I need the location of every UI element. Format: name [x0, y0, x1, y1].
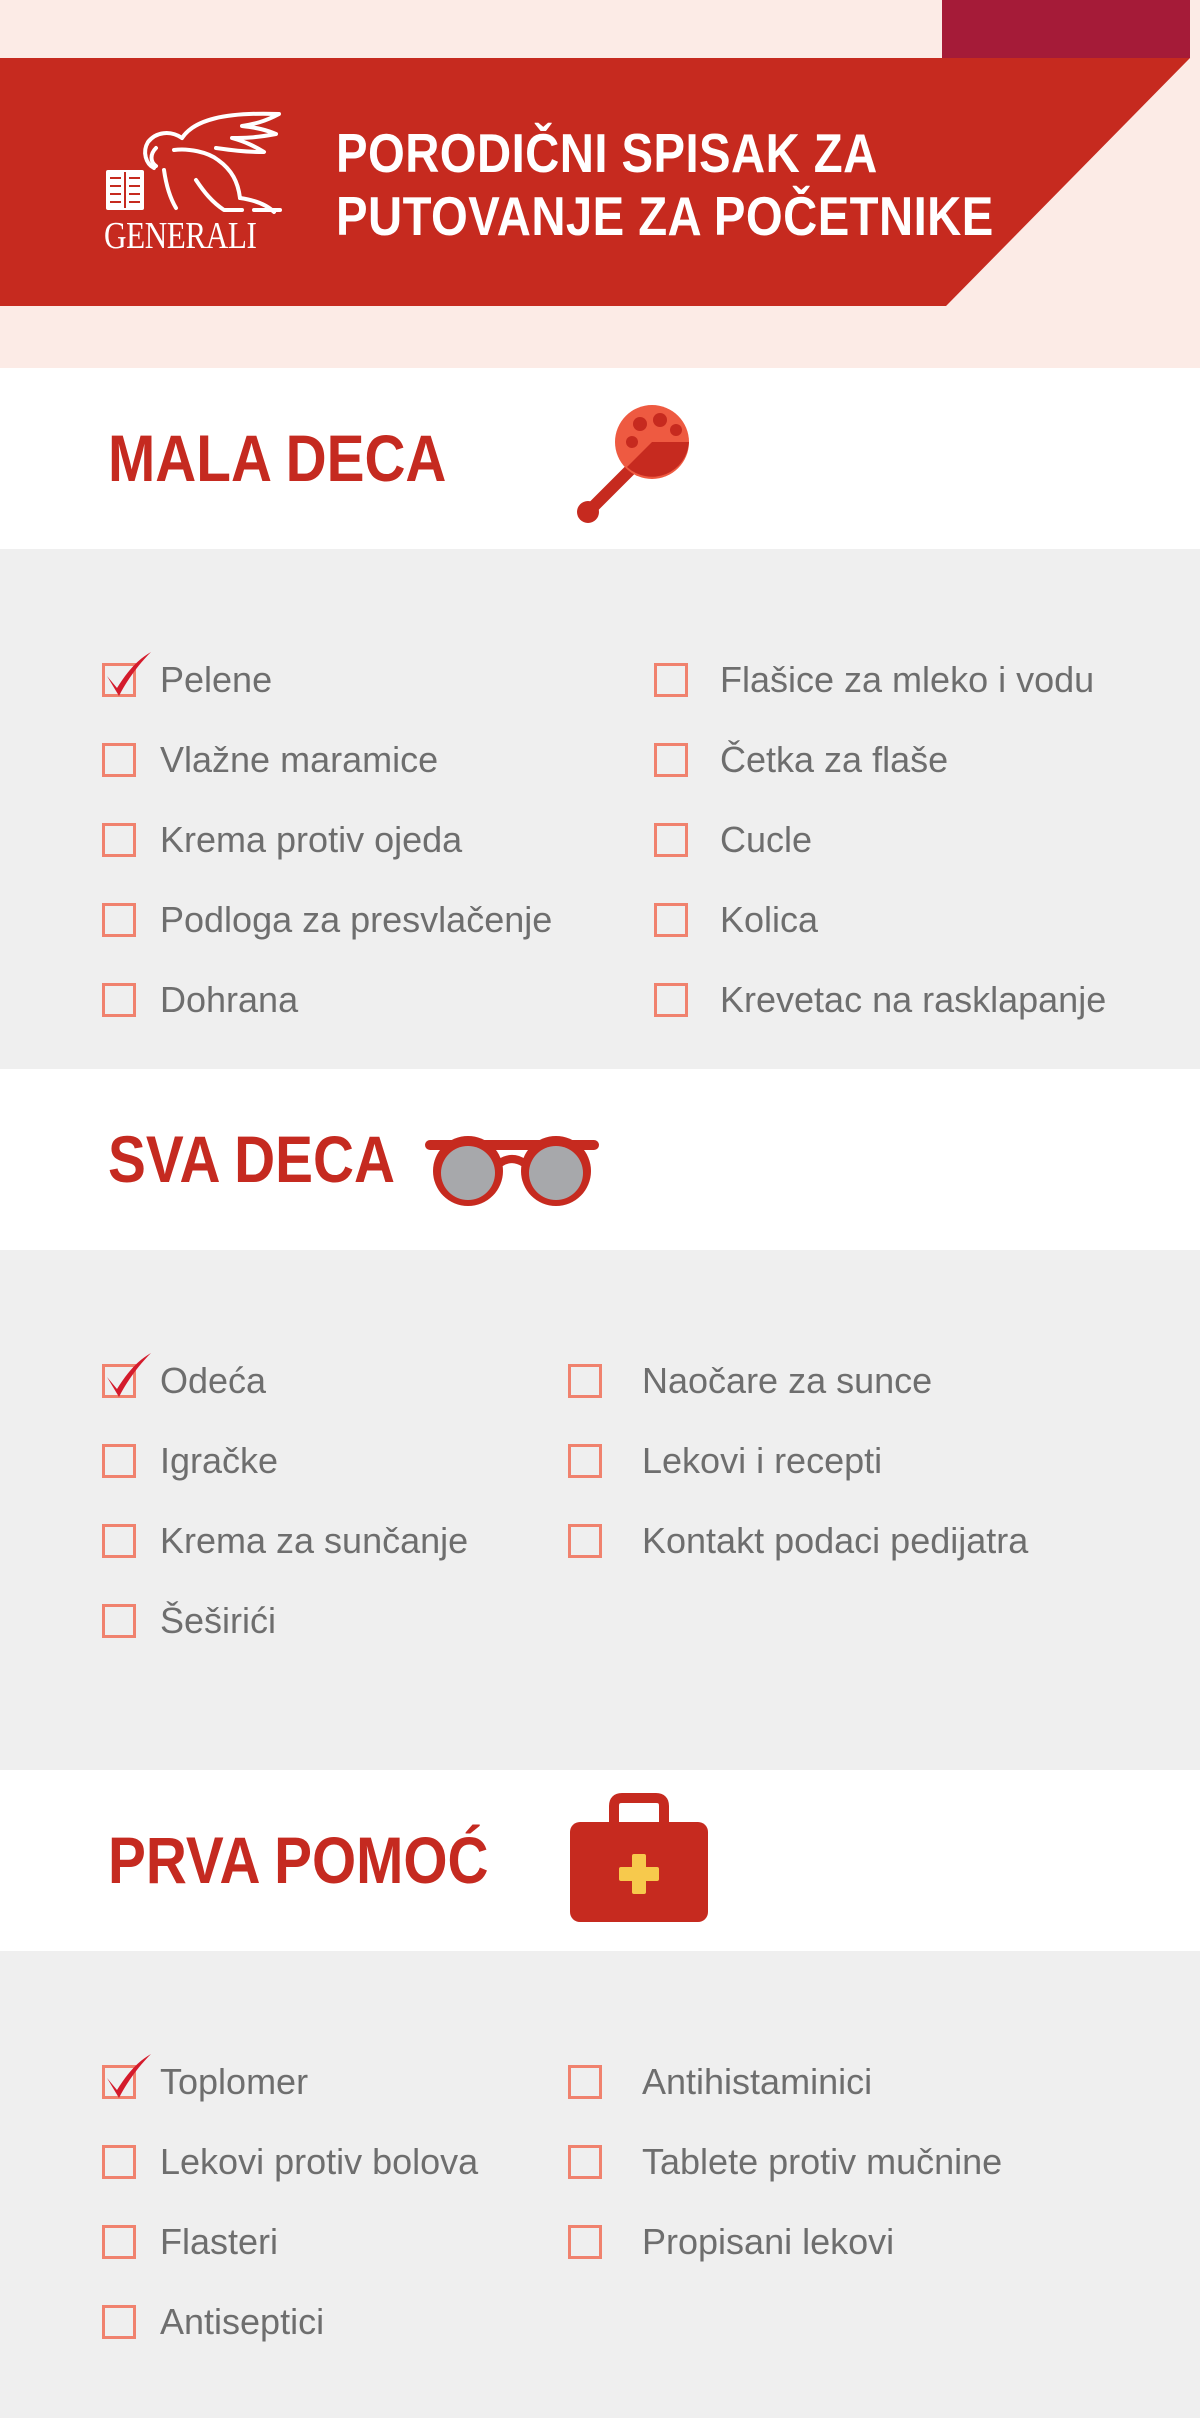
checklist-item[interactable] [654, 816, 812, 864]
checkbox[interactable] [102, 743, 136, 777]
checklist-item[interactable] [102, 656, 272, 704]
checkbox[interactable] [102, 1364, 136, 1398]
checkbox[interactable] [568, 1524, 602, 1558]
checklist-item[interactable] [654, 896, 818, 944]
checklist-item-label: Toplomer [160, 2061, 309, 2102]
section-header-mala-deca [0, 368, 1200, 549]
checklist-item-label: Četka za flaše [720, 739, 949, 780]
section-title: MALA DECA [108, 421, 447, 495]
checklist-item-label: Odeća [160, 1360, 267, 1401]
checkbox[interactable] [102, 2225, 136, 2259]
page-title-line-1: PORODIČNI SPISAK ZA [336, 122, 878, 184]
checkbox[interactable] [102, 1444, 136, 1478]
checkbox[interactable] [654, 903, 688, 937]
checklist-item-label: Cucle [720, 819, 813, 860]
checklist-item[interactable] [102, 736, 438, 784]
checklist-item[interactable] [102, 1597, 276, 1645]
section-list-mala-deca [0, 549, 1200, 1069]
checkbox[interactable] [102, 2145, 136, 2179]
section-title: SVA DECA [108, 1122, 395, 1196]
checklist-item[interactable] [568, 1437, 882, 1485]
checkmark-icon [103, 1351, 155, 1399]
checkbox[interactable] [654, 823, 688, 857]
checklist-item[interactable] [654, 736, 948, 784]
page-title-line-2: PUTOVANJE ZA POČETNIKE [336, 185, 994, 248]
checkbox[interactable] [102, 983, 136, 1017]
checkbox[interactable] [654, 663, 688, 697]
checkbox[interactable] [654, 743, 688, 777]
checklist-item-label: Šeširići [160, 1600, 277, 1641]
checklist-item[interactable] [568, 1357, 932, 1405]
checklist-item-label: Igračke [160, 1440, 279, 1481]
checklist-item[interactable] [568, 2058, 872, 2106]
section-title: PRVA POMOĆ [108, 1823, 489, 1897]
checklist-item-label: Krema protiv ojeda [160, 819, 463, 860]
checklist-item[interactable] [568, 2218, 894, 2266]
checkbox[interactable] [654, 983, 688, 1017]
section-list-prva-pomoc [0, 1951, 1200, 2418]
section-header-prva-pomoc [0, 1770, 1200, 1951]
checkbox[interactable] [102, 2065, 136, 2099]
header-accent-bar [942, 0, 1190, 58]
checklist-item[interactable] [102, 1357, 266, 1405]
checklist-item-label: Antiseptici [160, 2301, 325, 2342]
section-header-sva-deca [0, 1069, 1200, 1250]
checklist-item[interactable] [102, 816, 462, 864]
checklist-item[interactable] [102, 1517, 468, 1565]
checklist-item[interactable] [102, 2058, 308, 2106]
checklist-item[interactable] [654, 976, 1106, 1024]
first-aid-kit-icon [568, 1792, 710, 1926]
checkbox[interactable] [568, 2145, 602, 2179]
checkbox[interactable] [102, 903, 136, 937]
checkmark-icon [103, 2052, 155, 2100]
checkbox[interactable] [102, 1604, 136, 1638]
brand-wordmark: GENERALI [104, 215, 257, 257]
checkbox[interactable] [102, 823, 136, 857]
checkbox[interactable] [102, 663, 136, 697]
checkbox[interactable] [568, 2225, 602, 2259]
checklist-item-label: Podloga za presvlačenje [160, 899, 553, 940]
section-list-sva-deca [0, 1250, 1200, 1770]
checklist-item[interactable] [102, 1437, 278, 1485]
checklist-item-label: Krema za sunčanje [160, 1520, 469, 1561]
checklist-item-label: Kolica [720, 899, 819, 940]
checklist-item-label: Lekovi protiv bolova [160, 2141, 479, 2182]
checklist-item-label: Antihistaminici [642, 2061, 873, 2102]
checkbox[interactable] [568, 1444, 602, 1478]
sunglasses-icon [424, 1129, 600, 1209]
checklist-item-label: Tablete protiv mučnine [642, 2141, 1003, 2182]
checklist-item-label: Flasteri [160, 2221, 279, 2262]
checklist-item[interactable] [102, 2138, 478, 2186]
checklist-item[interactable] [102, 976, 298, 1024]
checklist-item-label: Pelene [160, 659, 273, 700]
checkbox[interactable] [568, 1364, 602, 1398]
checklist-item[interactable] [102, 2298, 324, 2346]
checklist-item[interactable] [102, 896, 552, 944]
checklist-item-label: Vlažne maramice [160, 739, 439, 780]
checklist-item-label: Kontakt podaci pedijatra [642, 1520, 1029, 1561]
checklist-item[interactable] [568, 1517, 1028, 1565]
page-title [336, 122, 994, 249]
baby-rattle-icon [570, 402, 700, 532]
checkbox[interactable] [102, 1524, 136, 1558]
checklist-item-label: Propisani lekovi [642, 2221, 895, 2262]
checklist-item-label: Lekovi i recepti [642, 1440, 883, 1481]
checkbox[interactable] [568, 2065, 602, 2099]
checklist-item-label: Flašice za mleko i vodu [720, 659, 1095, 700]
checklist-item[interactable] [568, 2138, 1002, 2186]
checklist-item-label: Dohrana [160, 979, 299, 1020]
checklist-item[interactable] [102, 2218, 278, 2266]
checklist-item-label: Krevetac na rasklapanje [720, 979, 1107, 1020]
checklist-item-label: Naočare za sunce [642, 1360, 933, 1401]
checkbox[interactable] [102, 2305, 136, 2339]
checkmark-icon [103, 650, 155, 698]
checklist-item[interactable] [654, 656, 1094, 704]
